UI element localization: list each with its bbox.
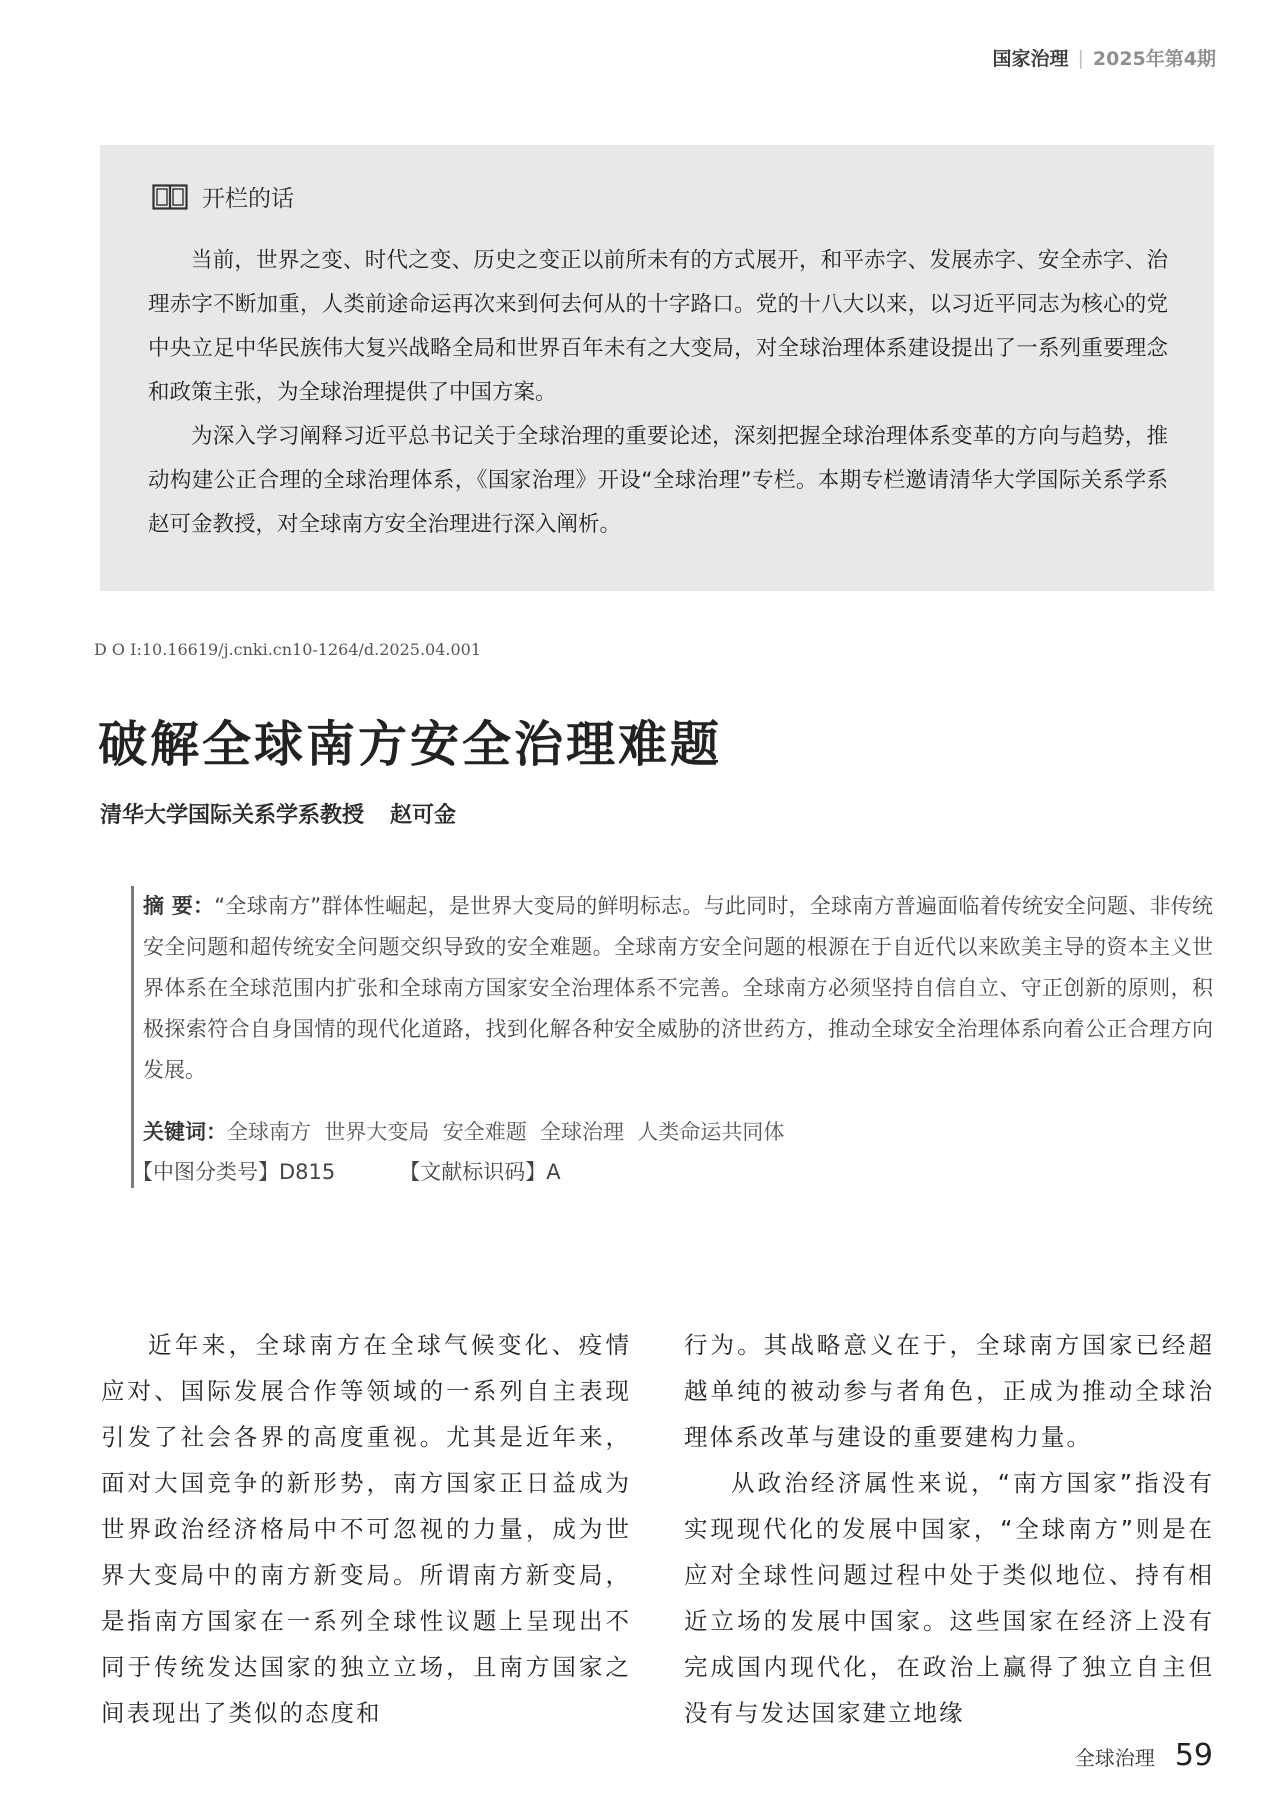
abstract-label: 摘 要： [143,894,215,918]
running-header [992,44,1216,71]
intro-heading-text: 开栏的话 [202,186,294,212]
document-code: 【文献标识码】A [399,1160,561,1184]
body-column-left [101,1322,631,1736]
abstract [143,886,1213,1091]
header-separator: | [1077,46,1084,69]
section-name: 全球治理 [1074,1746,1155,1770]
clc-number: 【中图分类号】D815 [132,1160,336,1184]
body-paragraph: 从政治经济属性来说，“南方国家”指没有实现现代化的发展中国家，“全球南方”则是在应对全球性问题过程中处于类似地位、持有相近立场的发展中国家。这些国家在经济上没有完成国内现代化，在政治上赢得了独立自主但没有与发达国家建立地缘 [684,1469,1214,1727]
column-intro-box [100,145,1214,591]
journal-name: 国家治理 [992,48,1069,70]
classification-line [132,1153,561,1191]
author-name: 赵可金 [390,803,457,828]
body-paragraph: 近年来，全球南方在全球气候变化、疫情应对、国际发展合作等领域的一系列自主表现引发了社会各界的高度重视。尤其是近年来，面对大国竞争的新形势，南方国家正日益成为世界政治经济格局中不可忽视的力量，成为世界大变局中的南方新变局。所谓南方新变局，是指南方国家在一系列全球性议题上呈现出不同于传统发达国家的独立立场，且南方国家之间表现出了类似的态度和 [101,1331,631,1727]
intro-paragraph: 为深入学习阐释习近平总书记关于全球治理的重要论述，深刻把握全球治理体系变革的方向与趋势，推动构建公正合理的全球治理体系，《国家治理》开设“全球治理”专栏。本期专栏邀请清华大学国际关系学系赵可金教授，对全球南方安全治理进行深入阐析。 [148,424,1168,537]
abstract-rule [131,886,134,1188]
body-column-right [684,1322,1214,1736]
abstract-text: “全球南方”群体性崛起，是世界大变局的鲜明标志。与此同时，全球南方普遍面临着传统安全问题、非传统安全问题和超传统安全问题交织导致的安全难题。全球南方安全问题的根源在于自近代以来欧美主导的资本主义世界体系在全球范围内扩张和全球南方国家安全治理体系不完善。全球南方必须坚持自信自立、守正创新的原则，积极探索符合自身国情的现代化道路，找到化解各种安全威胁的济世药方，推动全球安全治理体系向着公正合理方向发展。 [143,894,1213,1082]
intro-heading [152,180,294,213]
page-number: 59 [1174,1738,1213,1773]
intro-body [148,239,1168,547]
doi-line: D O I:10.16619/j.cnki.cn10-1264/d.2025.04.001 [94,640,482,659]
issue-label: 2025年第4期 [1092,48,1216,70]
author-affiliation: 清华大学国际关系学系教授 [100,803,365,828]
body-paragraph: 行为。其战略意义在于，全球南方国家已经超越单纯的被动参与者角色，正成为推动全球治理体系改革与建设的重要建构力量。 [684,1331,1214,1451]
page-footer [1075,1738,1213,1773]
keywords [143,1113,784,1151]
article-title: 破解全球南方安全治理难题 [98,716,723,773]
keywords-text: 全球南方 世界大变局 安全难题 全球治理 人类命运共同体 [227,1120,785,1144]
author-line [100,798,456,829]
book-icon [152,184,188,210]
intro-paragraph: 当前，世界之变、时代之变、历史之变正以前所未有的方式展开，和平赤字、发展赤字、安全赤字、治理赤字不断加重，人类前途命运再次来到何去何从的十字路口。党的十八大以来，以习近平同志为核心的党中央立足中华民族伟大复兴战略全局和世界百年未有之大变局，对全球治理体系建设提出了一系列重要理念和政策主张，为全球治理提供了中国方案。 [148,248,1168,405]
keywords-label: 关键词： [143,1120,227,1144]
